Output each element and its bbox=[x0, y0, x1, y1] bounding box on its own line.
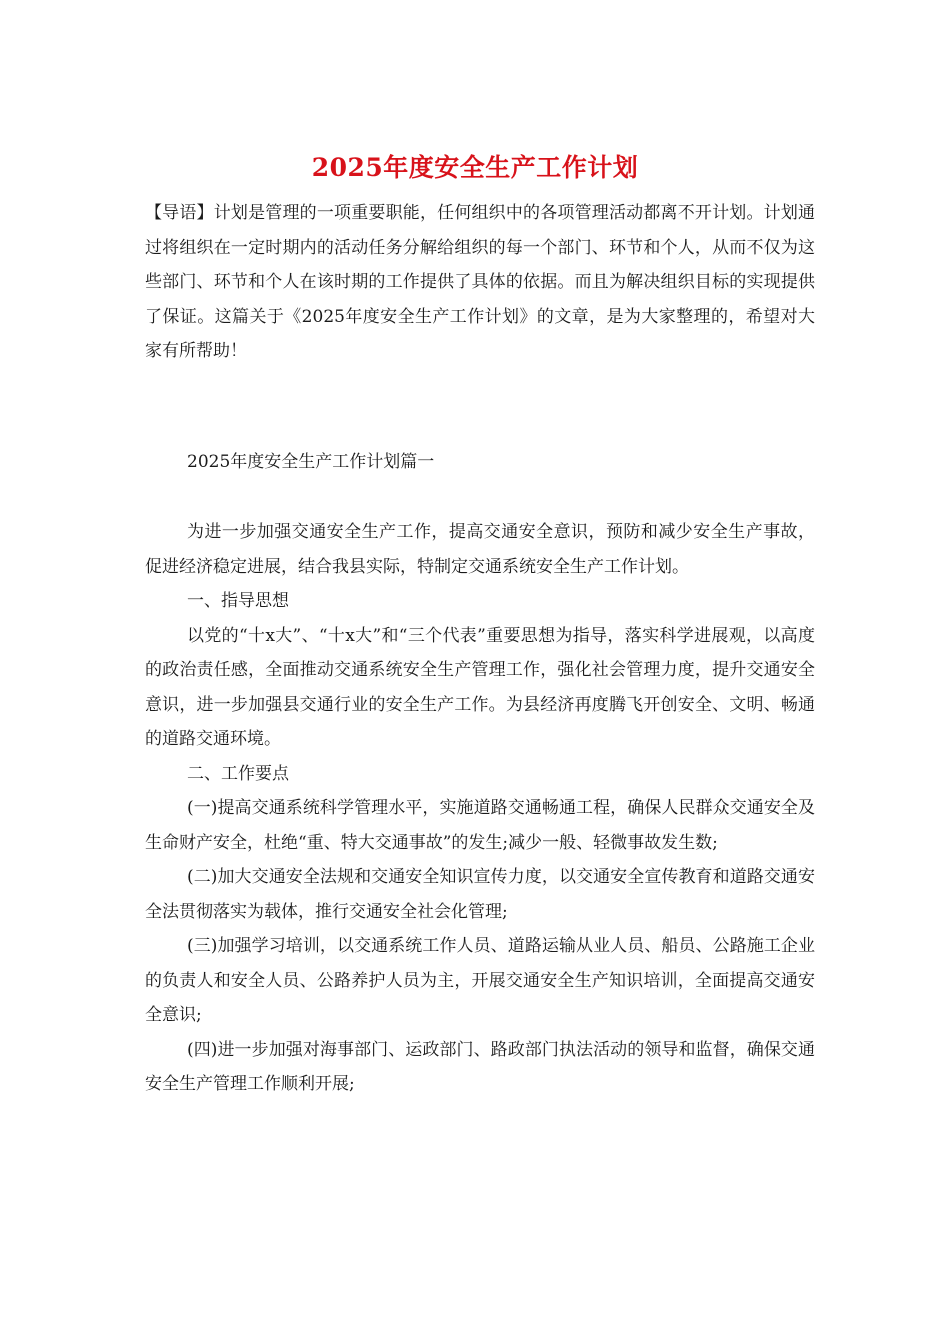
body-paragraph: 以党的“十x大”、“十x大”和“三个代表”重要思想为指导，落实科学进展观，以高度的政治责任感，全面推动交通系统安全生产管理工作，强化社会管理力度，提升交通安全意识，进一步加强县交通行业的安全生产工作。为县经济再度腾飞开创安全、文明、畅通的道路交通环境。 bbox=[145, 625, 815, 749]
list-item-paragraph: (二)加大交通安全法规和交通安全知识宣传力度，以交通安全宣传教育和道路交通安全法贯彻落实为载体，推行交通安全社会化管理; bbox=[145, 867, 815, 922]
intro-paragraph: 【导语】计划是管理的一项重要职能，任何组织中的各项管理活动都离不开计划。计划通过将组织在一定时期内的活动任务分解给组织的每一个部门、环节和个人，从而不仅为这些部门、环节和个人在该时期的工作提供了具体的依据。而且为解决组织目标的实现提供了保证。这篇关于《2025年度安全生产工作计划》的文章，是为大家整理的，希望对大家有所帮助！ bbox=[145, 203, 815, 361]
body-paragraph: 为进一步加强交通安全生产工作，提高交通安全意识，预防和减少安全生产事故，促进经济稳定进展，结合我县实际，特制定交通系统安全生产工作计划。 bbox=[145, 522, 815, 577]
list-item-paragraph: (四)进一步加强对海事部门、运政部门、路政部门执法活动的领导和监督，确保交通安全生产管理工作顺利开展; bbox=[145, 1039, 815, 1094]
list-item-paragraph: (三)加强学习培训，以交通系统工作人员、道路运输从业人员、船员、公路施工企业的负责人和安全人员、公路养护人员为主，开展交通安全生产知识培训，全面提高交通安全意识; bbox=[145, 936, 815, 1025]
document-body bbox=[145, 515, 815, 1102]
list-item-paragraph: (一)提高交通系统科学管理水平，实施道路交通畅通工程，确保人民群众交通安全及生命财产安全，杜绝“重、特大交通事故”的发生;减少一般、轻微事故发生数; bbox=[145, 798, 815, 853]
document-title: 2025年度安全生产工作计划 bbox=[311, 153, 639, 182]
section-subtitle: 2025年度安全生产工作计划篇一 bbox=[187, 452, 435, 472]
section-heading-work-points: 二、工作要点 bbox=[187, 763, 289, 784]
section-heading-guiding-ideology: 一、指导思想 bbox=[187, 591, 289, 611]
